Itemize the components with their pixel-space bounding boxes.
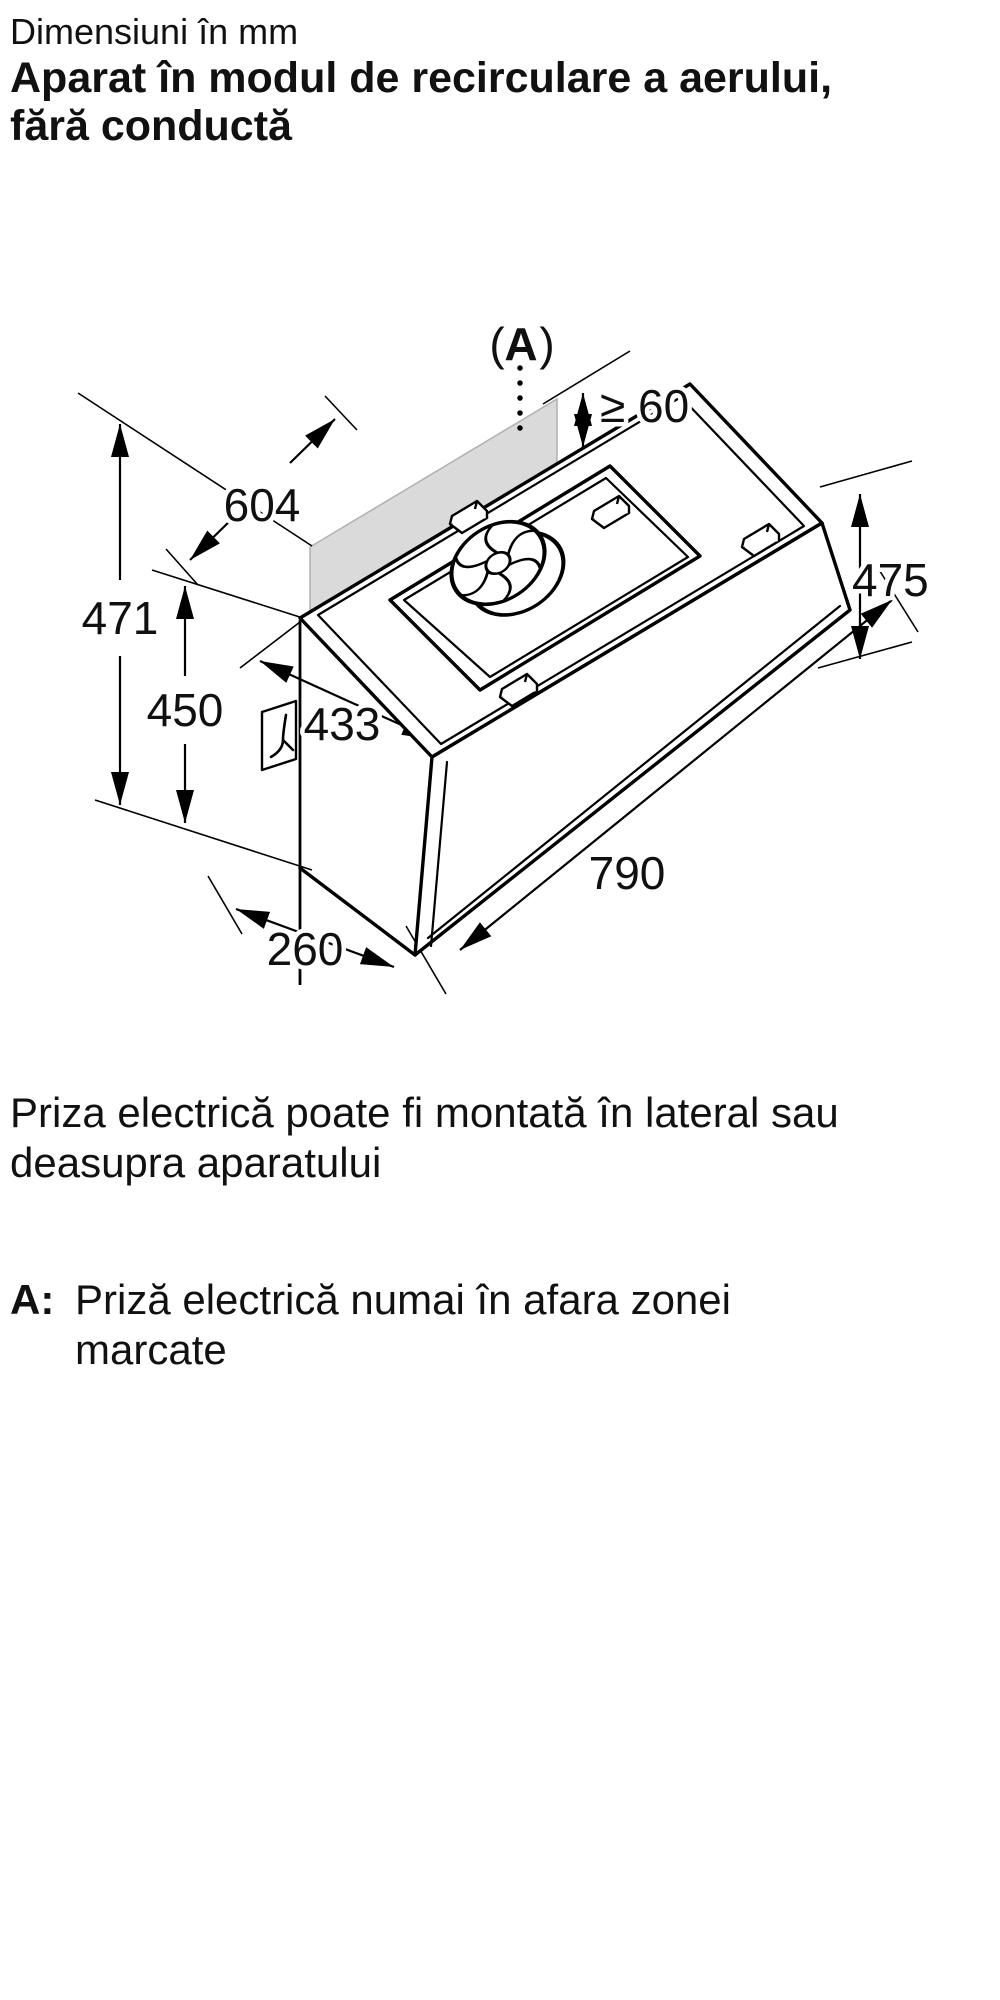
title-mode-line1: Aparat în modul de recirculare a aerului,	[10, 54, 833, 102]
dim-top-depth: 604	[223, 479, 301, 531]
marked-zone-note-prefix: A:	[10, 1276, 55, 1323]
dim-top-width: 433	[303, 698, 381, 750]
marked-zone-note	[10, 1275, 731, 1375]
dim-bottom-depth: 260	[266, 923, 344, 975]
socket-note-line1: Priza electrică poate fi montată în lateral sau	[10, 1089, 839, 1136]
hood-body	[300, 384, 850, 985]
marked-zone-note-body	[75, 1275, 731, 1375]
marker-letter: A	[504, 318, 538, 370]
socket-note	[10, 1088, 839, 1188]
dim-total-height: 471	[81, 592, 159, 644]
title-units: Dimensiuni în mm	[10, 11, 299, 52]
dim-rear-height: 450	[146, 684, 224, 736]
dim-front-width: 790	[588, 847, 666, 899]
socket-note-line2: deasupra aparatului	[10, 1139, 382, 1186]
dim-clearance: ≥ 60	[600, 380, 690, 432]
appliance-power-connection-icon	[262, 701, 296, 770]
marked-zone-note-line1: Priză electrică numai în afara zonei	[75, 1276, 731, 1323]
zone-marker-label	[489, 318, 554, 370]
marker-close-paren: )	[539, 318, 555, 370]
marker-open-paren: (	[489, 318, 505, 370]
dim-right-height: 475	[852, 554, 929, 606]
marked-zone-note-line2: marcate	[75, 1326, 227, 1373]
title-mode-line2: fără conductă	[10, 102, 292, 150]
